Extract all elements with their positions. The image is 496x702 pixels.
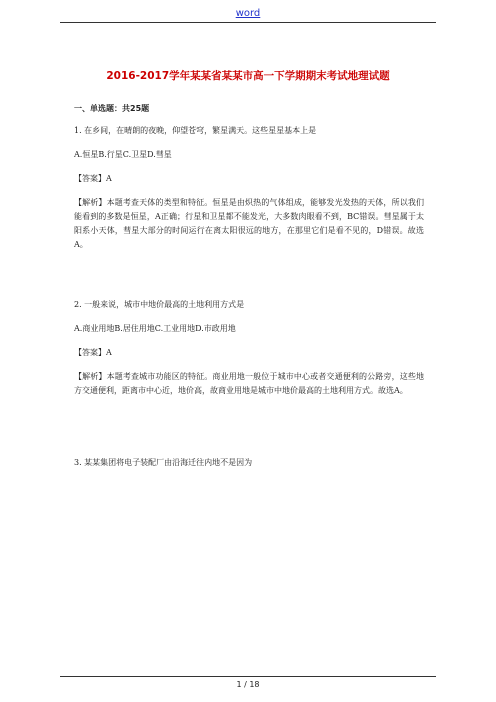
question-2: [74, 298, 424, 398]
explanation: 【解析】本题考查天体的类型和特征。恒星是由炽热的气体组成，能够发光发热的天体，所以我们能看到的多数是恒星，A正确；行星和卫星都不能发光，大多数肉眼看不到，BC错误。彗星属于太阳系小天体，彗星大部分的时间运行在离太阳很远的地方，在那里它们是看不见的，D错误。故选A。: [74, 198, 424, 249]
header-label: word: [235, 8, 261, 19]
page-number: 1 / 18: [236, 680, 260, 689]
section-heading: 一、单选题：共25题: [74, 104, 150, 113]
question-3: [74, 456, 424, 469]
answer-line: 【答案】A: [74, 174, 112, 183]
answer-line: 【答案】A: [74, 348, 112, 357]
document-body: [74, 102, 424, 469]
document-title: 2016-2017学年某某省某某市高一下学期期末考试地理试题: [106, 70, 390, 82]
question-1: [74, 124, 424, 252]
question-stem: 1. 在乡间，在晴朗的夜晚，仰望苍穹，繁星满天。这些星星基本上是: [74, 126, 317, 135]
footer-divider: [60, 676, 436, 677]
question-stem: 2. 一般来说，城市中地价最高的土地利用方式是: [74, 300, 245, 309]
question-options: A.恒星B.行星C.卫星D.彗星: [74, 150, 172, 159]
question-stem: 3. 某某集团将电子装配厂由沿海迁往内地不是因为: [74, 458, 253, 467]
question-options: A.商业用地B.居住用地C.工业用地D.市政用地: [74, 324, 236, 333]
explanation: 【解析】本题考查城市功能区的特征。商业用地一般位于城市中心或者交通便利的公路旁，这些地方交通便利，距离市中心近，地价高，故商业用地是城市中地价最高的土地利用方式。故选A。: [74, 372, 424, 395]
header-divider: [60, 22, 436, 23]
